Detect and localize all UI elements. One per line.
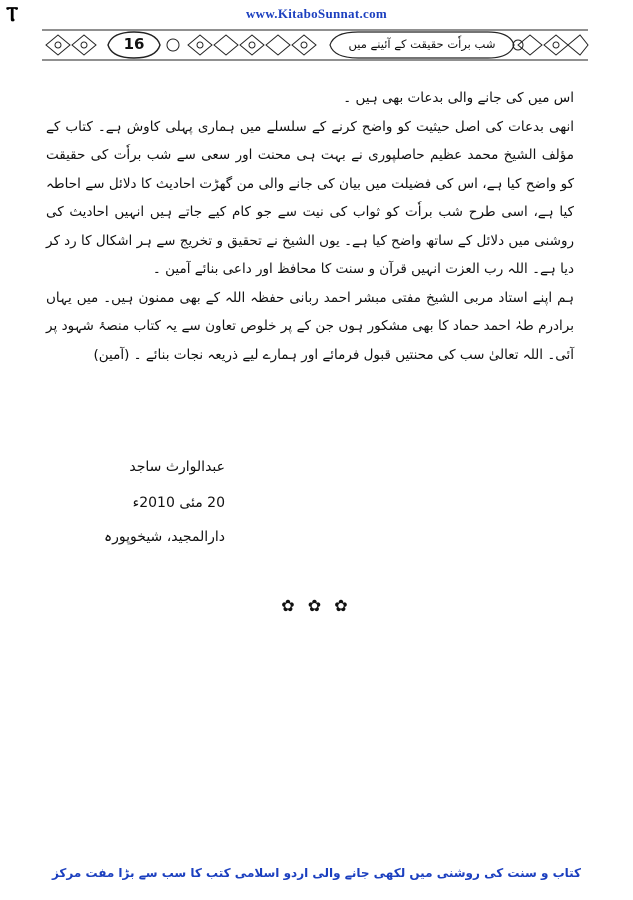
signature-place: دارالمجید، شیخوپورہ	[103, 529, 225, 545]
section-end-ornament: ✿ ✿ ✿	[281, 596, 352, 615]
paragraph: ہم اپنے استاد مربی الشیخ مفتی مبشر احمد ربانی حفظہ اللہ کے بھی ممنون ہیں۔ میں یہاں برادرم طہٰ احمد حماد کا بھی مشکور ہوں جن کے پر خلوص تعاون سے یہ کتاب منصۂ شہود پر آئی۔ اللہ تعالیٰ سب کی محنتیں قبول فرمائے اور ہمارے لیے ذریعہ نجات بنائے ۔ (آمین)	[46, 289, 574, 363]
running-title: شب براٗت حقیقت کے آئینے میں	[348, 37, 496, 51]
corner-mark-icon: Ⲧ	[6, 2, 19, 26]
author-name: عبدالوارث ساجد	[129, 459, 225, 475]
paragraph: اس میں کی جانے والی بدعات بھی ہیں ۔	[343, 90, 574, 106]
site-url-link[interactable]: www.KitaboSunnat.com	[245, 6, 388, 21]
page-header-band	[38, 26, 592, 64]
body-text	[46, 84, 574, 369]
page-number: 16	[123, 35, 145, 53]
paragraph: انھی بدعات کی اصل حیثیت کو واضح کرنے کے سلسلے میں ہماری پہلی کاوش ہے۔ کتاب کے مؤلف الشیخ محمد عظیم حاصلپوری نے بہت ہی محنت اور سعی سے شب براٗت کی حقیقت کو واضح کیا ہے، اس کی فضیلت میں بیان کی جانے والی من گھڑت احادیث کا دلائل سے احاطہ کیا ہے، اسی طرح شب براٗت کو ثواب کی نیت سے جو کام کیے جاتے ہیں انہیں احادیث کی روشنی میں دلائل کے ساتھ واضح کیا ہے۔ یوں الشیخ نے تحقیق و تخریج سے ہر اشکال کا رد کر دیا ہے۔ اللہ رب العزت انہیں قرآن و سنت کا محافظ اور داعی بنائے آمین ۔	[46, 118, 574, 277]
footer-tagline: کتاب و سنت کی روشنی میں لکھی جانے والی اردو اسلامی کتب کا سب سے بڑا مفت مرکز	[51, 866, 582, 880]
signature-date: 20 مئی 2010ء	[132, 495, 225, 511]
